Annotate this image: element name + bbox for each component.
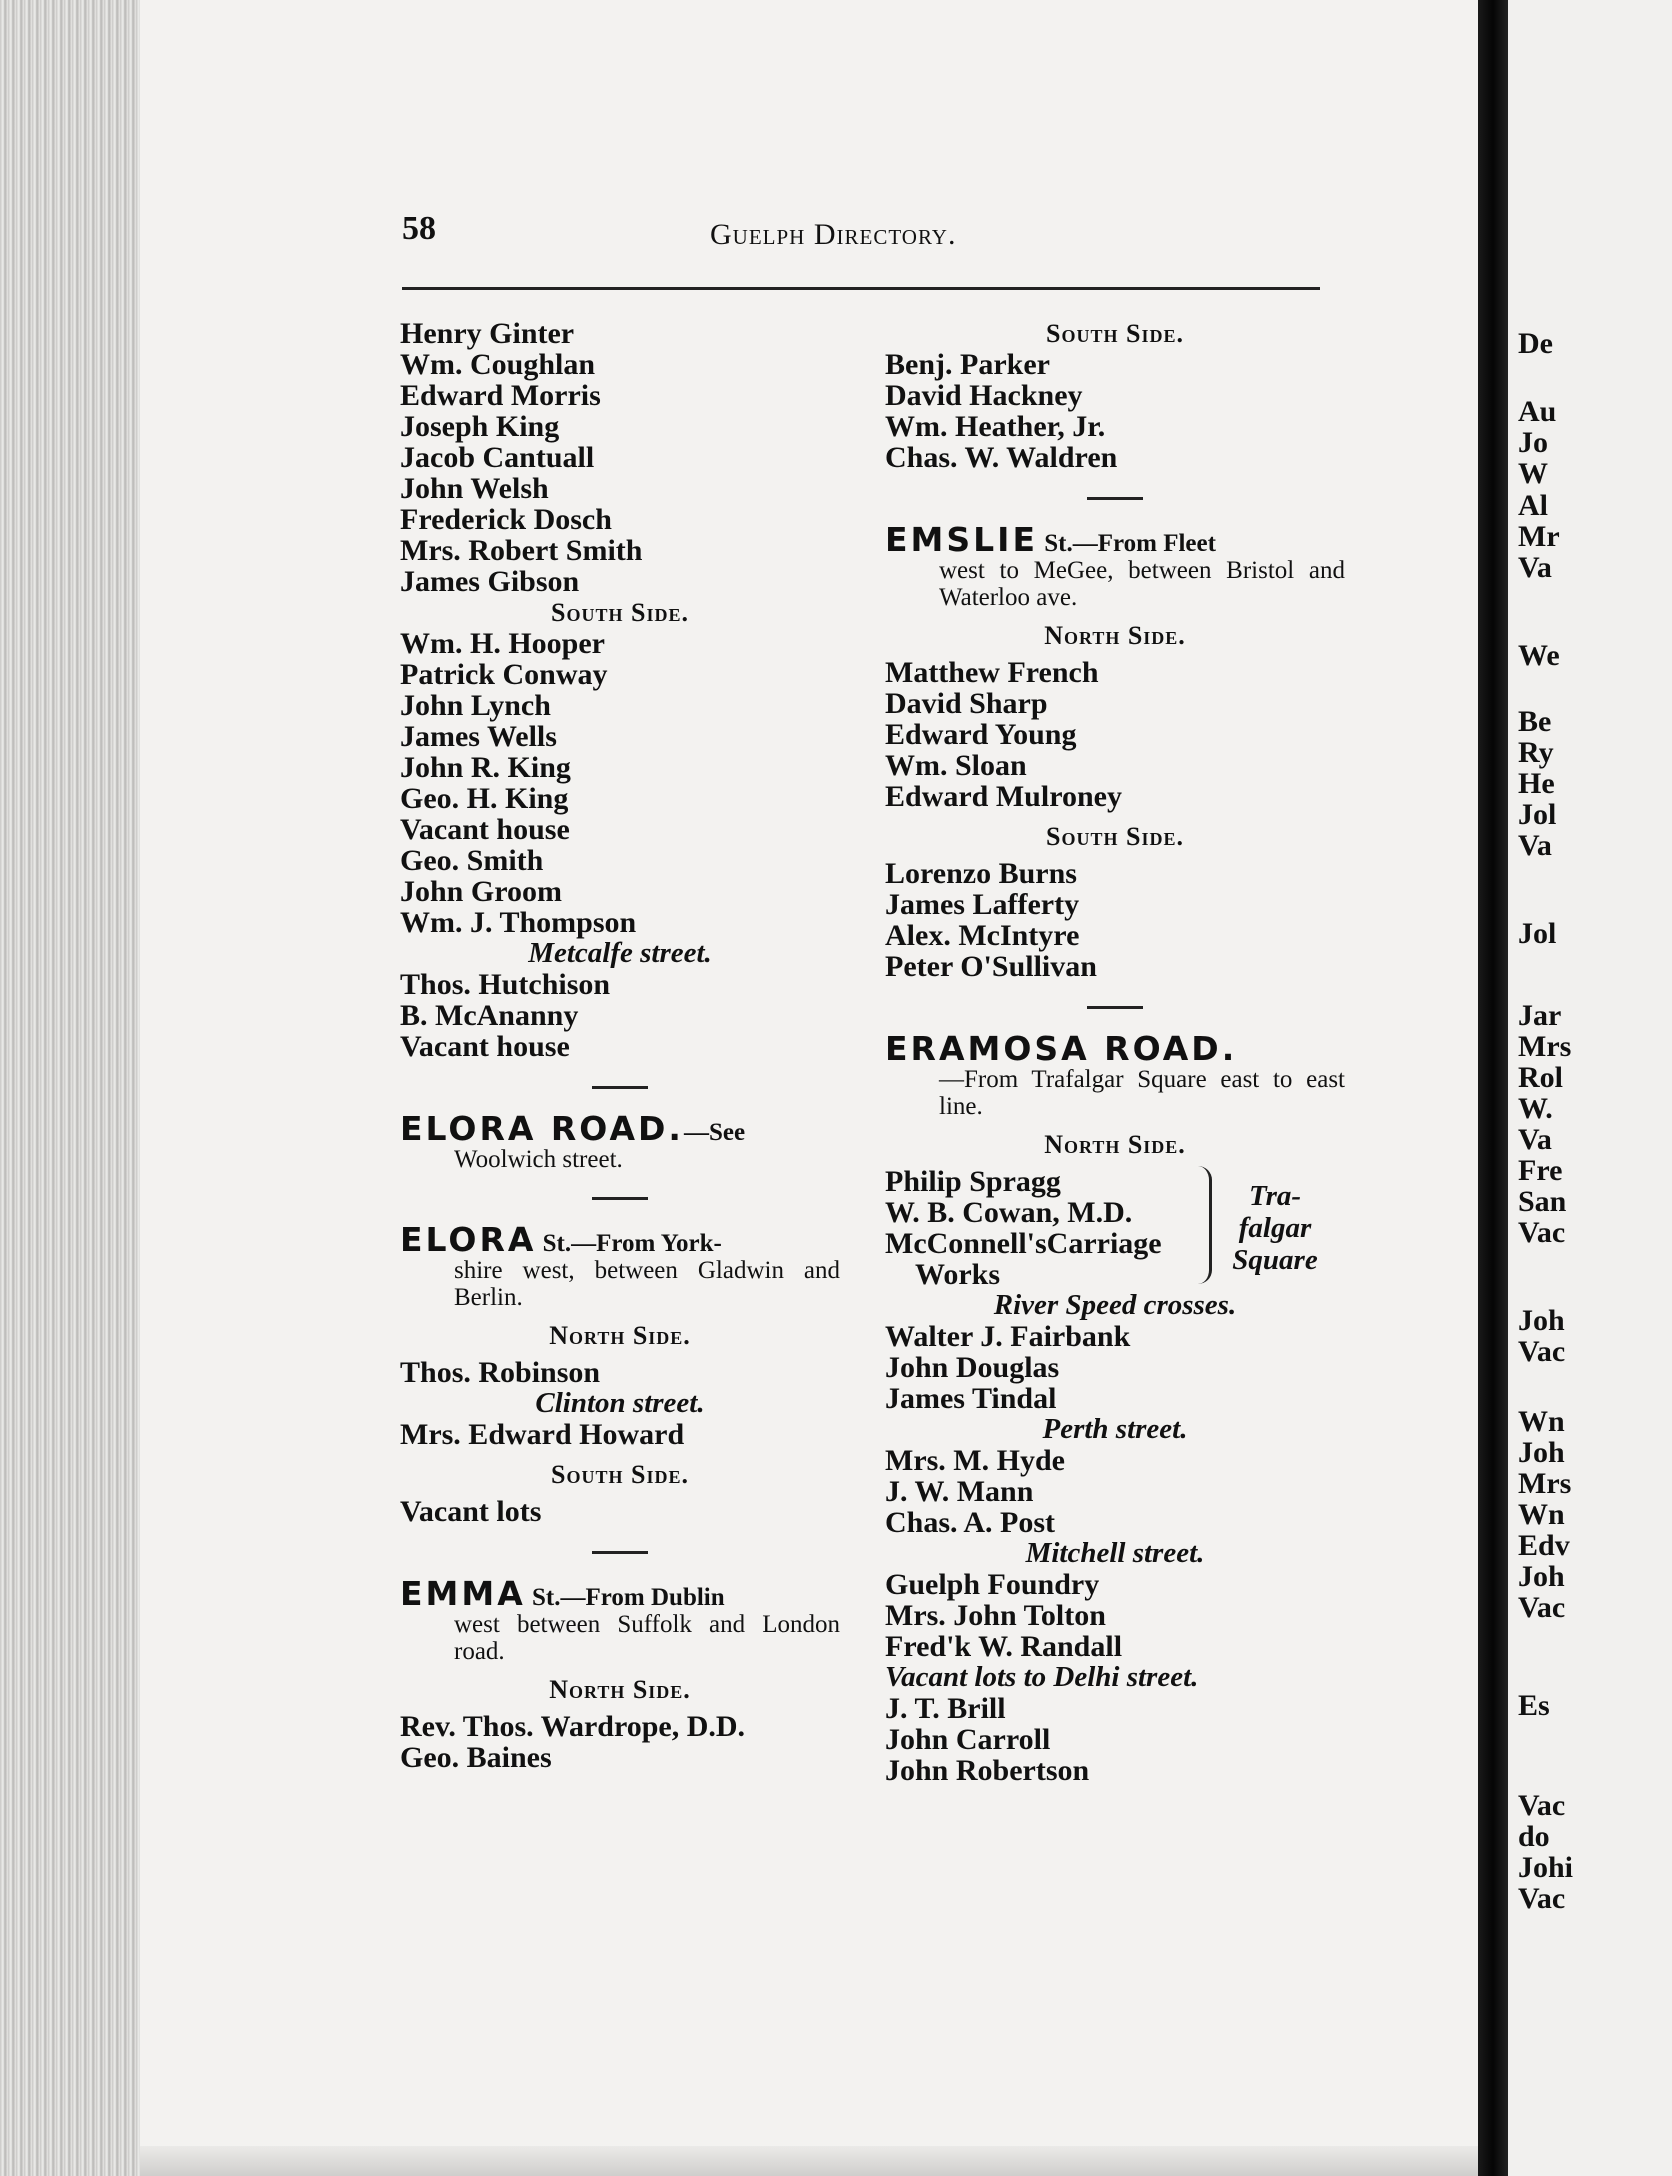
facing-page-fragment: San [1518, 1185, 1567, 1218]
facing-page-fragment: Johi [1518, 1851, 1574, 1884]
list-item: Mrs. M. Hyde [885, 1444, 1065, 1477]
right-column [885, 318, 1345, 1786]
facing-page-fragment: Joh [1518, 1436, 1565, 1469]
list-item: Wm. Sloan [885, 749, 1027, 782]
page-bottom-edge [140, 2146, 1478, 2176]
list-item: James Lafferty [885, 888, 1080, 921]
street-entry-emma [400, 1574, 840, 1665]
facing-page-fragment: He [1518, 767, 1555, 800]
list-item: Mrs. John Tolton [885, 1599, 1106, 1632]
list-item: Fred'k W. Randall [885, 1630, 1123, 1663]
list-item: Henry Ginter [400, 317, 575, 350]
list-item: Wm. Coughlan [400, 348, 596, 381]
list-item: Joseph King [400, 410, 560, 443]
list-item: John Douglas [885, 1351, 1060, 1384]
section-label: North Side. [1044, 621, 1186, 650]
facing-page-fragment: Mr [1518, 520, 1560, 553]
street-heading: ELORA ROAD. [400, 1109, 684, 1148]
street-heading: ERAMOSA ROAD. [885, 1029, 1238, 1068]
section-divider [1087, 497, 1143, 500]
street-description: west between Suffolk and London road. [454, 1611, 840, 1665]
list-item: B. McAnanny [400, 999, 579, 1032]
list-item: James Gibson [400, 565, 580, 598]
street-heading-suffix: St.—From Fleet [1044, 530, 1216, 557]
facing-page-fragment: Mrs [1518, 1467, 1572, 1500]
facing-page-fragment: do [1518, 1820, 1550, 1853]
list-item: Peter O'Sullivan [885, 950, 1097, 983]
list-item: Wm. H. Hooper [400, 627, 605, 660]
running-title: Guelph Directory. [710, 218, 957, 251]
section-divider [592, 1086, 648, 1089]
name-list [400, 628, 840, 938]
facing-page-fragment: Al [1518, 489, 1548, 522]
section-divider [1087, 1006, 1143, 1009]
facing-page-fragment: Jo [1518, 426, 1548, 459]
facing-page-fragment: Vac [1518, 1882, 1566, 1915]
facing-page-fragment: Be [1518, 705, 1552, 738]
facing-page-fragment: Fre [1518, 1154, 1563, 1187]
street-entry-elora [400, 1220, 840, 1311]
list-item: Works [915, 1258, 1001, 1291]
list-item: Wm. J. Thompson [400, 906, 637, 939]
facing-page-fragment: Jol [1518, 917, 1557, 950]
list-item: John Welsh [400, 472, 549, 505]
list-item: John Lynch [400, 689, 551, 722]
facing-page-fragment: Jar [1518, 999, 1562, 1032]
section-label: North Side. [549, 1675, 691, 1704]
list-item: Alex. McIntyre [885, 919, 1080, 952]
street-entry-emslie [885, 520, 1345, 611]
list-item: Thos. Hutchison [400, 968, 611, 1001]
list-item: McConnell'sCarriage [885, 1227, 1162, 1260]
cross-street: Mitchell street. [1025, 1537, 1205, 1569]
street-entry-elora-road [400, 1109, 840, 1173]
brace [1195, 1166, 1212, 1284]
section-label: South Side. [1046, 822, 1184, 851]
facing-page-fragment: De [1518, 327, 1553, 360]
street-heading: EMSLIE [885, 520, 1038, 559]
page-edges [0, 0, 140, 2176]
list-item: Jacob Cantuall [400, 441, 595, 474]
section-label: South Side. [551, 598, 689, 627]
left-column [400, 318, 840, 1773]
facing-page-fragment: W. [1518, 1092, 1553, 1125]
list-item: Matthew French [885, 656, 1099, 689]
list-item: John R. King [400, 751, 571, 784]
brace-label-line: falgar [1238, 1212, 1312, 1244]
facing-page-fragment: Vac [1518, 1789, 1566, 1822]
section-label: South Side. [1046, 319, 1184, 348]
street-entry-eramosa [885, 1029, 1345, 1120]
header-rule [402, 287, 1320, 290]
list-item: Wm. Heather, Jr. [885, 410, 1106, 443]
list-item: Edward Mulroney [885, 780, 1122, 813]
list-item: Geo. Smith [400, 844, 544, 877]
cross-street: Metcalfe street. [528, 937, 712, 969]
list-item: Vacant house [400, 1030, 570, 1063]
brace-label-line: Square [1232, 1244, 1318, 1276]
name-list [400, 318, 840, 597]
cross-street: Clinton street. [535, 1387, 705, 1419]
street-description: shire west, between Gladwin and Berlin. [454, 1257, 840, 1311]
list-item: Edward Young [885, 718, 1077, 751]
trafalgar-group [885, 1166, 1345, 1290]
river-note: River Speed crosses. [993, 1289, 1237, 1321]
book-gutter [1478, 0, 1508, 2176]
list-item: J. W. Mann [885, 1475, 1034, 1508]
section-label: North Side. [1044, 1130, 1186, 1159]
list-item: Philip Spragg [885, 1165, 1061, 1198]
list-item: J. T. Brill [885, 1692, 1006, 1725]
list-item: David Sharp [885, 687, 1048, 720]
list-item: James Tindal [885, 1382, 1057, 1415]
list-item: Walter J. Fairbank [885, 1320, 1131, 1353]
vacant-note: Vacant lots to Delhi street. [885, 1661, 1199, 1693]
list-item: Chas. A. Post [885, 1506, 1056, 1539]
facing-page-fragment: Wn [1518, 1405, 1565, 1438]
street-heading: EMMA [400, 1574, 526, 1613]
section-divider [592, 1197, 648, 1200]
section-label: North Side. [549, 1321, 691, 1350]
list-item: Rev. Thos. Wardrope, D.D. [400, 1710, 746, 1743]
facing-page-fragment: Au [1518, 395, 1557, 428]
facing-page-fragment: Va [1518, 551, 1552, 584]
street-description: Woolwich street. [454, 1146, 623, 1173]
list-item: Guelph Foundry [885, 1568, 1100, 1601]
list-item: Mrs. Robert Smith [400, 534, 643, 567]
street-heading: ELORA [400, 1220, 537, 1259]
section-label: South Side. [551, 1460, 689, 1489]
facing-page-fragment: Mrs [1518, 1030, 1572, 1063]
facing-page-fragment: W [1518, 457, 1548, 490]
brace-label [1215, 1180, 1335, 1276]
section-divider [592, 1551, 648, 1554]
list-item: James Wells [400, 720, 557, 753]
list-item: Vacant house [400, 813, 570, 846]
list-item: Vacant lots [400, 1495, 542, 1528]
street-description: west to MeGee, between Bristol and Waterloo ave. [939, 557, 1345, 611]
page-number: 58 [402, 210, 436, 247]
facing-page-fragment: Edv [1518, 1529, 1570, 1562]
facing-page-fragment: Ry [1518, 736, 1554, 769]
list-item: Patrick Conway [400, 658, 608, 691]
list-item: Chas. W. Waldren [885, 441, 1118, 474]
list-item: Benj. Parker [885, 348, 1050, 381]
facing-page-fragment: Joh [1518, 1304, 1565, 1337]
list-item: Mrs. Edward Howard [400, 1418, 685, 1451]
street-description: —From Trafalgar Square east to east line. [939, 1066, 1345, 1120]
cross-street: Perth street. [1042, 1413, 1188, 1445]
facing-page-fragment: We [1518, 639, 1560, 672]
facing-page-fragment: Es [1518, 1689, 1550, 1722]
facing-page-fragment: Wn [1518, 1498, 1565, 1531]
facing-page [1508, 0, 1672, 2176]
list-item: Geo. Baines [400, 1741, 552, 1774]
facing-page-fragment: Va [1518, 829, 1552, 862]
list-item: John Carroll [885, 1723, 1051, 1756]
list-item: Geo. H. King [400, 782, 569, 815]
facing-page-fragment: Rol [1518, 1061, 1563, 1094]
street-heading-suffix: St.—From Dublin [532, 1584, 725, 1611]
facing-page-fragment: Va [1518, 1123, 1552, 1156]
list-item: W. B. Cowan, M.D. [885, 1196, 1133, 1229]
street-heading-suffix: —See [683, 1119, 746, 1146]
list-item: John Robertson [885, 1754, 1090, 1787]
list-item: Thos. Robinson [400, 1356, 601, 1389]
facing-page-fragment: Vac [1518, 1335, 1566, 1368]
facing-page-fragment: Vac [1518, 1216, 1566, 1249]
list-item: Frederick Dosch [400, 503, 612, 536]
street-heading-suffix: St.—From York- [542, 1230, 722, 1257]
brace-label-line: Tra- [1248, 1180, 1302, 1212]
list-item: John Groom [400, 875, 562, 908]
facing-page-fragment: Vac [1518, 1591, 1566, 1624]
list-item: Lorenzo Burns [885, 857, 1077, 890]
facing-page-fragment: Jol [1518, 798, 1557, 831]
list-item: Edward Morris [400, 379, 601, 412]
facing-page-fragment: Joh [1518, 1560, 1565, 1593]
list-item: David Hackney [885, 379, 1083, 412]
